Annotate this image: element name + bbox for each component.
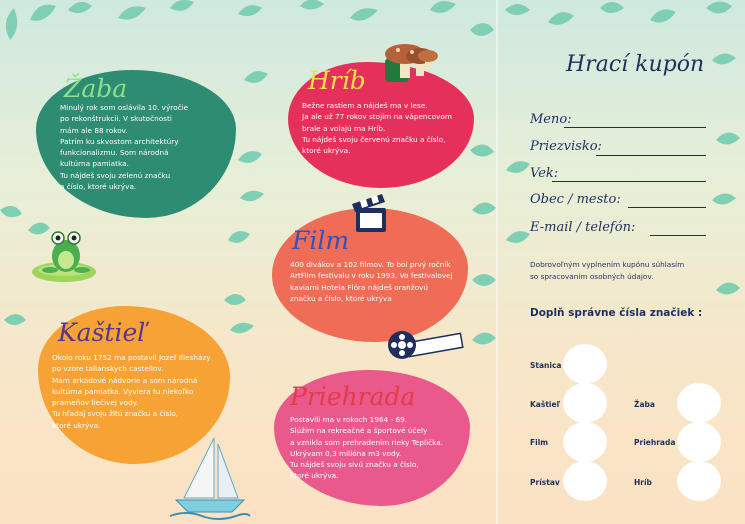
slot-priehrada-input[interactable] — [677, 422, 721, 462]
film-reel-icon — [388, 331, 463, 359]
town-field[interactable] — [628, 207, 706, 208]
town-field-label: Obec / mesto: — [530, 192, 621, 207]
name-field[interactable] — [564, 127, 706, 128]
slot-label-priehrada: Priehrada — [634, 438, 676, 447]
slot-label-hrib: Hríb — [634, 478, 652, 487]
surname-field-label: Priezvisko: — [530, 139, 602, 154]
slot-label-pristav: Prístav — [530, 478, 560, 487]
film-title: Film — [292, 226, 350, 255]
sailboat-icon — [170, 438, 250, 519]
fold-divider — [496, 0, 498, 524]
hrib-text: Bežne rastiem a nájdeš ma v lese. Ja ale už 77 rokov stojím na vápencovom brale a volajú ma Hríb. Tu nájdeš svoju červenú značku a číslo, ktoré ukrýva. — [302, 101, 452, 156]
zaba-text: Minulý rok som oslávila 10. výročie po rekonštrukcii. V skutočnosti mám ale 88 rokov. Patrím ku skvostom architektúry funkcionalizmu. Som národná kultúrna pamiatka. Tu nájdeš svoju zelenú značku a číslo, ktoré ukrýva. — [60, 103, 189, 192]
slot-label-kastiel: Kaštieľ — [530, 400, 561, 409]
age-field[interactable] — [552, 181, 706, 182]
slot-hrib-input[interactable] — [677, 461, 721, 501]
slot-stanica-input[interactable] — [563, 344, 607, 384]
kastiel-text: Okolo roku 1752 ma postavil Jozef Illesházy po vzore talianskych castellov. Mám arkádové nádvorie a som národná kultúrna pamiatka. Vyviera tu niekoľko prameňov liečivej vody. Tu hľadaj svoju žltú značku a číslo, ktoré ukrýva. — [52, 353, 211, 430]
film-text: 400 divákov a 102 filmov. To bol prvý ročník ArtFilm festivalu v roku 1993. Vo festivalovej kaviarni Hotela Flóra nájdeš oranžovú značku a číslo, ktoré ukrýva — [290, 260, 453, 303]
contact-field[interactable] — [650, 235, 706, 236]
age-field-label: Vek: — [530, 166, 559, 181]
kastiel-title: Kaštieľ — [58, 318, 148, 347]
slot-zaba-input[interactable] — [677, 383, 721, 423]
slot-label-zaba: Žaba — [634, 400, 655, 409]
zaba-title: Žaba — [64, 74, 128, 103]
slot-kastiel-input[interactable] — [563, 383, 607, 423]
name-field-label: Meno: — [530, 112, 572, 127]
slot-label-film: Film — [530, 438, 549, 447]
consent-text: Dobrovoľným vyplnením kupónu súhlasím so spracovaním osobných údajov. — [530, 260, 685, 281]
slot-label-stanica: Stanica — [530, 361, 562, 370]
slot-film-input[interactable] — [563, 422, 607, 462]
mushroom-icon — [385, 44, 438, 82]
priehrada-text: Postavili ma v rokoch 1964 - 69. Slúžim na rekreačné a športové účely a vznikla som prehradením rieky Teplička. Ukrývam 0,3 milióna m3 vody. Tu nájdeš svoju sivú značku a číslo, ktoré ukrýva. — [290, 415, 443, 481]
clapperboard-icon — [352, 194, 386, 232]
contact-field-label: E-mail / telefón: — [530, 220, 636, 235]
hrib-title: Hríb — [308, 66, 366, 95]
surname-field[interactable] — [596, 155, 706, 156]
slot-pristav-input[interactable] — [563, 461, 607, 501]
coupon-title: Hrací kupón — [566, 52, 705, 77]
task-heading: Doplň správne čísla značiek : — [530, 307, 703, 319]
priehrada-title: Priehrada — [290, 382, 416, 411]
frog-icon — [32, 232, 96, 282]
